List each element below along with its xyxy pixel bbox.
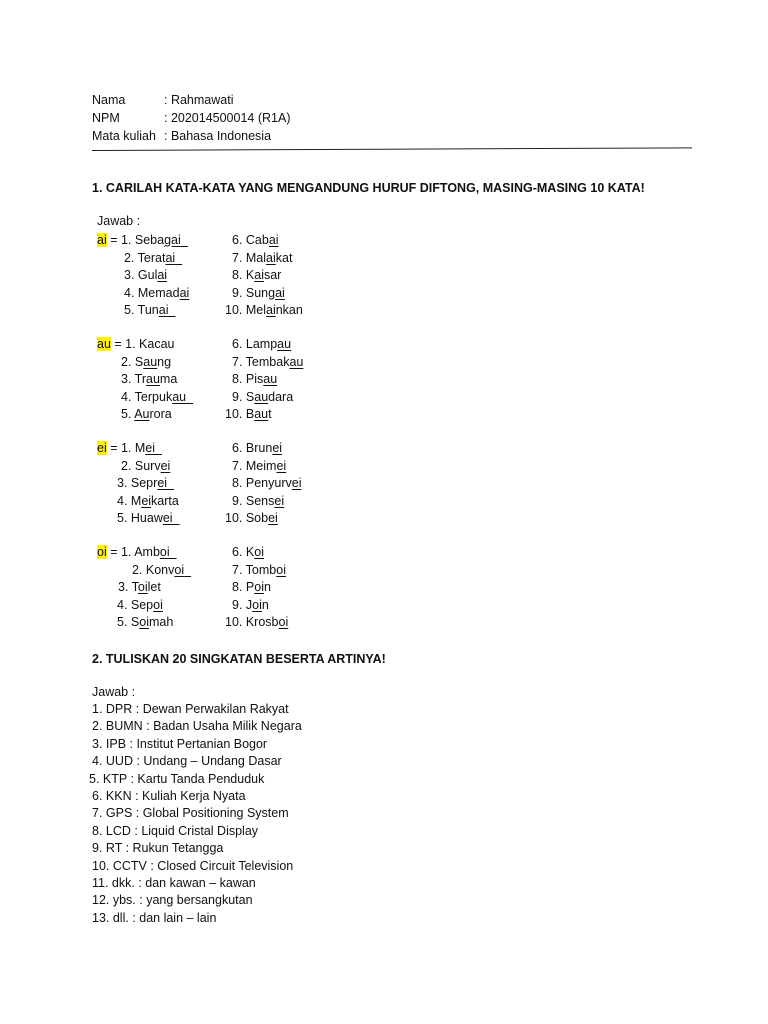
diphthong-word: 3. Gulai [124,268,168,282]
diphthong-word-row [121,407,172,421]
diphthong-word-row [232,476,302,490]
diphthong-word: 5. Huawei [117,511,173,525]
diphthong-word: 4. Meikarta [117,493,179,508]
abbreviation-item: 12. ybs. : yang bersangkutan [92,893,253,908]
course-label: Mata kuliah [92,129,156,143]
diphthong-word: 10. Baut [225,407,272,421]
diphthong-word: 4. Memadai [124,285,190,300]
equals-sign: = [106,233,121,247]
diphthong-word: 8. Pisau [232,372,278,386]
diphthong-word-row [117,511,180,525]
diphthong-word-row [232,545,264,559]
header-divider [92,147,692,151]
equals-sign: = [110,337,126,351]
diphthong-word: 8. Poin [232,580,271,594]
diphthong-word: 1. Mei [120,441,156,455]
diphthong-word: 2. Konvoi [132,562,185,577]
diphthong-word: 6. Brunei [232,441,283,455]
abbreviation-item: 11. dkk. : dan kawan – kawan [92,876,256,890]
diphthong-word-row [232,355,303,369]
diphthong-word: 3. Seprei [117,476,168,490]
diphthong-word-row [97,337,175,351]
abbreviation-item: 13. dll. : dan lain – lain [92,910,217,925]
course-value: : Bahasa Indonesia [164,129,272,143]
abbreviation-item: 7. GPS : Global Positioning System [92,806,289,821]
diphthong-word-row [232,337,291,351]
diphthong-word: 9. Join [232,597,269,612]
diphthong-key-au: au [97,337,111,351]
course-row [92,129,271,143]
abbreviation-item: 2. BUMN : Badan Usaha Milik Negara [92,719,302,734]
diphthong-word: 6. Koi [232,545,264,559]
diphthong-word-row [117,476,174,490]
diphthong-word-row [232,459,286,473]
equals-sign: = [106,441,121,455]
diphthong-word: 4. Terpukau [121,389,187,404]
diphthong-word: 2. Saung [121,354,172,369]
diphthong-word: 6. Lampau [232,337,292,351]
diphthong-word: 5. Soimah [117,615,174,629]
diphthong-word: 7. Tembakau [232,354,304,369]
abbreviation-item: 1. DPR : Dewan Perwakilan Rakyat [92,702,289,716]
diphthong-word: 9. Saudara [232,389,294,404]
q1-heading: 1. CARILAH KATA-KATA YANG MENGANDUNG HURUF DIFTONG, MASING-MASING 10 KATA! [92,181,645,195]
npm-row [92,111,290,125]
diphthong-word-row [118,580,161,594]
q2-heading: 2. TULISKAN 20 SINGKATAN BESERTA ARTINYA! [92,652,386,666]
equals-sign: = [106,545,121,559]
diphthong-word-row [121,459,170,473]
diphthong-word-row [225,407,272,421]
diphthong-word: 7. Meimei [232,458,287,473]
diphthong-word-row [117,598,163,612]
diphthong-word-row [232,286,285,300]
abbreviation-item: 6. KKN : Kuliah Kerja Nyata [92,789,246,803]
name-value: : Rahmawati [164,93,234,107]
diphthong-word: 10. Melainkan [225,303,303,317]
diphthong-key-ai: ai [97,233,107,247]
diphthong-word-row [232,598,269,612]
diphthong-word-row [232,494,284,508]
diphthong-word-row [232,580,271,594]
diphthong-word: 1. Kacau [125,337,175,351]
diphthong-word: 1. Amboi [120,545,170,559]
diphthong-word-row [117,615,173,629]
diphthong-word-row [232,441,282,455]
diphthong-word: 7. Malaikat [232,250,293,265]
diphthong-word-row [97,545,177,559]
diphthong-word: 10. Krosboi [225,615,289,629]
diphthong-word-row [232,563,286,577]
diphthong-word-row [124,251,182,265]
diphthong-word: 10. Sobei [225,511,278,525]
npm-value: : 202014500014 (R1A) [164,111,291,125]
diphthong-word-row [124,286,189,300]
diphthong-word-row [121,355,171,369]
q1-answer-label: Jawab : [97,214,141,228]
diphthong-word: 8. Kaisar [232,268,282,282]
name-row [92,93,233,107]
diphthong-word: 2. Teratai [124,250,176,265]
diphthong-word-row [117,494,179,508]
diphthong-word: 7. Tomboi [232,562,286,577]
diphthong-word-row [225,511,278,525]
diphthong-word-row [232,251,292,265]
diphthong-word-row [232,372,277,386]
diphthong-word-row [232,268,281,282]
diphthong-word: 1. Sebagai [120,233,181,247]
diphthong-word-row [97,441,162,455]
diphthong-word-row [124,303,175,317]
abbreviation-item: 10. CCTV : Closed Circuit Television [92,858,294,873]
abbreviation-item: 9. RT : Rukun Tetangga [92,841,224,856]
diphthong-word-row [232,390,293,404]
diphthong-key-ei: ei [97,441,107,455]
diphthong-word: 8. Penyurvei [232,476,302,490]
diphthong-word: 3. Toilet [118,580,161,594]
q2-answer-label: Jawab : [92,685,136,699]
npm-label: NPM [92,111,120,125]
diphthong-word: 6. Cabai [232,233,279,247]
diphthong-word: 5. Tunai [124,303,169,317]
diphthong-word: 2. Survei [121,458,171,473]
diphthong-word-row [121,390,193,404]
abbreviation-item: 3. IPB : Institut Pertanian Bogor [92,736,268,751]
abbreviation-item: 8. LCD : Liquid Cristal Display [92,823,259,838]
diphthong-word: 9. Sensei [232,493,285,508]
diphthong-word-row [232,233,279,247]
name-label: Nama [92,93,126,107]
diphthong-key-oi: oi [97,545,107,559]
abbreviation-item: 5. KTP : Kartu Tanda Penduduk [89,771,265,786]
diphthong-word-row [225,615,288,629]
diphthong-word-row [121,372,177,386]
diphthong-word-row [225,303,303,317]
diphthong-word: 9. Sungai [232,285,285,300]
diphthong-word-row [97,233,188,247]
abbreviation-item: 4. UUD : Undang – Undang Dasar [92,754,282,769]
diphthong-word: 3. Trauma [121,372,178,386]
diphthong-word: 4. Sepoi [117,597,163,612]
diphthong-word-row [124,268,167,282]
diphthong-word: 5. Aurora [121,407,172,421]
diphthong-word-row [132,563,191,577]
